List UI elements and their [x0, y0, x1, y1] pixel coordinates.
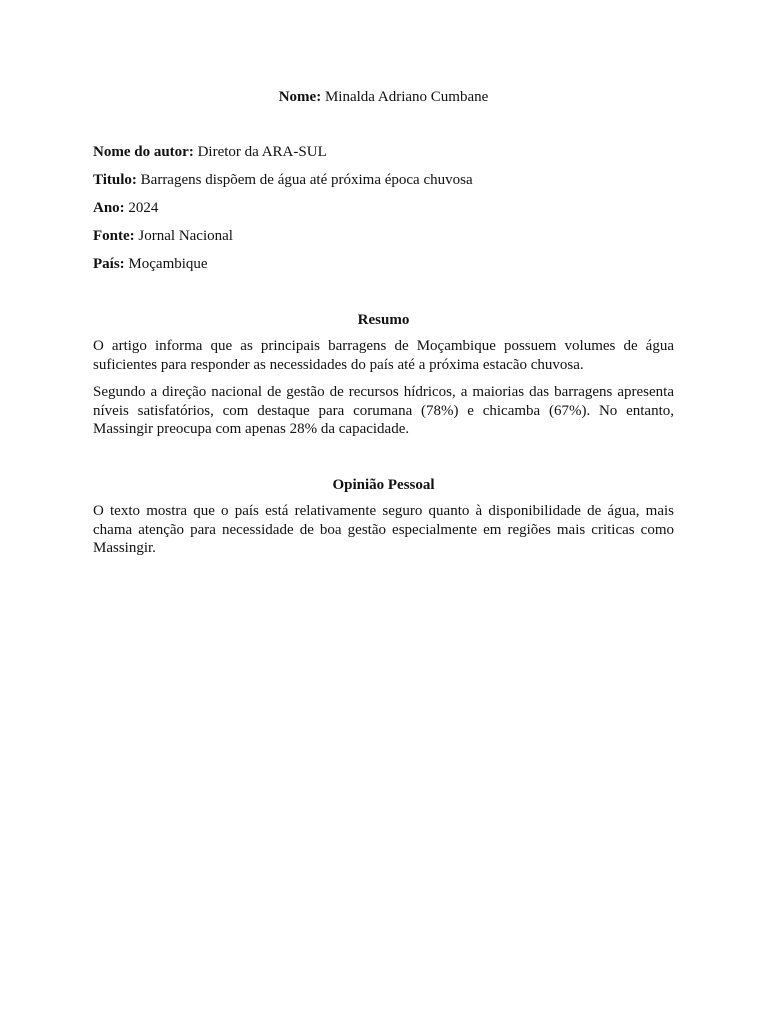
opinion-paragraph-1: O texto mostra que o país está relativamente seguro quanto à disponibilidade de água, mais chama atenção para necessidade de boa gestão especialmente em regiões mais criticas como Massingir.: [93, 503, 674, 556]
summary-paragraph-1: O artigo informa que as principais barragens de Moçambique possuem volumes de água suficientes para responder as necessidades do país até a próxima estacão chuvosa.: [93, 338, 674, 373]
opinion-heading: Opinião Pessoal: [332, 477, 435, 493]
year-label: Ano:: [93, 200, 125, 216]
title-line: [93, 171, 473, 189]
country-line: [93, 255, 208, 273]
student-name-line: [93, 88, 674, 106]
summary-paragraph-2: Segundo a direção nacional de gestão de recursos hídricos, a maiorias das barragens apresenta níveis satisfatórios, com destaque para corumana (78%) e chicamba (67%). No entanto, Massingir preocupa com apenas 28% da capacidade.: [93, 384, 674, 437]
student-name-label: Nome:: [278, 89, 322, 105]
title-value: Barragens dispõem de água até próxima época chuvosa: [140, 172, 473, 188]
title-label: Titulo:: [93, 172, 137, 188]
source-line: [93, 227, 233, 245]
source-value: Jornal Nacional: [138, 228, 233, 244]
author-value: Diretor da ARA-SUL: [197, 144, 327, 160]
summary-heading: Resumo: [357, 312, 410, 328]
author-label: Nome do autor:: [93, 144, 194, 160]
year-line: [93, 199, 158, 217]
country-value: Moçambique: [128, 256, 208, 272]
source-label: Fonte:: [93, 228, 135, 244]
author-line: [93, 143, 327, 161]
student-name-value: Minalda Adriano Cumbane: [324, 89, 489, 105]
country-label: País:: [93, 256, 125, 272]
year-value: 2024: [128, 200, 159, 216]
